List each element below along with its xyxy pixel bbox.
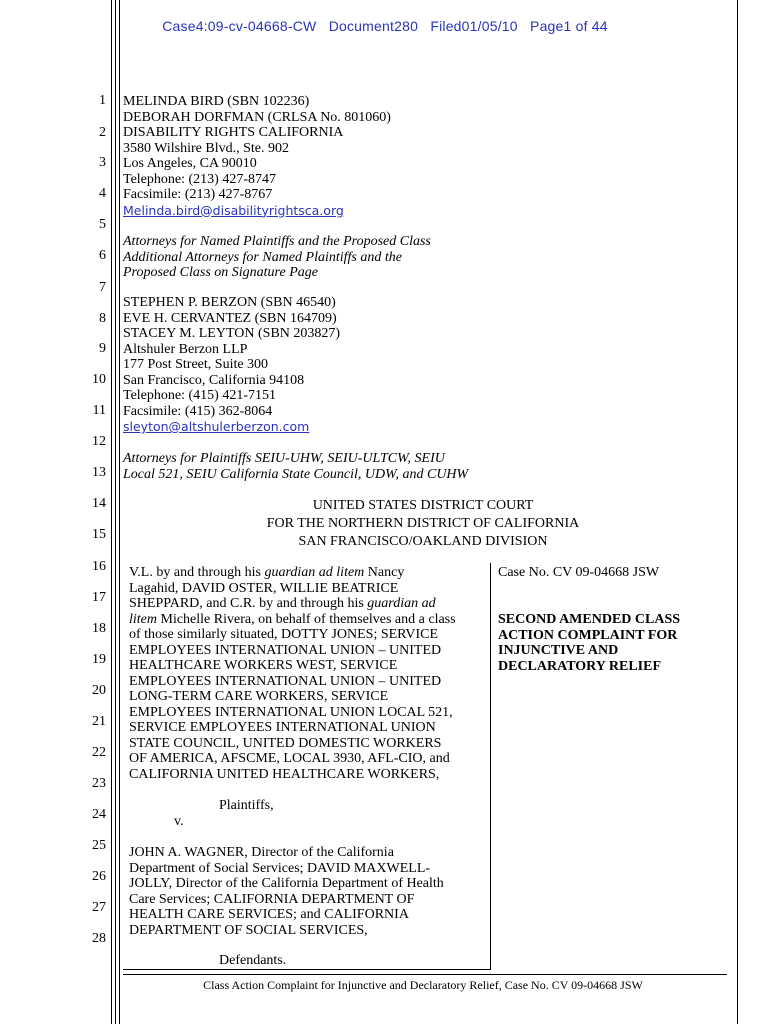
counsel-line: MELINDA BIRD (SBN 102236): [123, 94, 310, 109]
line-number: 5: [99, 217, 106, 232]
line-number: 27: [92, 900, 106, 915]
caption-line: STATE COUNCIL, UNITED DOMESTIC WORKERS: [129, 735, 442, 751]
counsel-line: STEPHEN P. BERZON (SBN 46540): [123, 295, 336, 310]
line-number: 12: [92, 434, 106, 449]
caption-line: JOLLY, Director of the California Department of Health: [129, 876, 444, 891]
counsel-line: Facsimile: (415) 362-8064: [123, 403, 273, 419]
document-title-line: ACTION COMPLAINT FOR: [498, 627, 678, 643]
counsel-line: 3580 Wilshire Blvd., Ste. 902: [123, 140, 290, 156]
caption-line: Department of Social Services; DAVID MAXWELL-: [129, 860, 431, 876]
court-district: FOR THE NORTHERN DISTRICT OF CALIFORNIA: [266, 516, 580, 531]
caption-line: CALIFORNIA UNITED HEALTHCARE WORKERS,: [129, 766, 440, 782]
caption-line: Lagahid, DAVID OSTER, WILLIE BEATRICE: [129, 580, 399, 596]
line-number: 20: [92, 683, 106, 698]
line-number: 6: [99, 248, 106, 263]
ecf-header: Case4:09-cv-04668-CW Document280 Filed01/05/10 Page1 of 44: [162, 18, 608, 34]
versus-label: v.: [174, 814, 184, 829]
line-number: 24: [92, 807, 106, 822]
counsel-line: STACEY M. LEYTON (SBN 203827): [123, 326, 341, 341]
counsel-line: Facsimile: (213) 427-8767: [123, 187, 273, 202]
line-number: 16: [92, 559, 106, 574]
counsel-line: DEBORAH DORFMAN (CRLSA No. 801060): [123, 109, 391, 125]
line-number: 26: [92, 869, 106, 884]
caption-line: V.L. by and through his guardian ad litem Nancy: [129, 565, 405, 580]
caption-line: JOHN A. WAGNER, Director of the California: [129, 845, 394, 860]
counsel-email-line: [123, 203, 344, 220]
caption-line: HEALTH CARE SERVICES; and CALIFORNIA: [129, 907, 409, 922]
document-title-line: DECLARATORY RELIEF: [498, 658, 661, 674]
line-number: 4: [99, 186, 106, 201]
caption-bottom-rule: [123, 969, 491, 970]
line-number: 22: [92, 745, 106, 760]
counsel-role-line: Proposed Class on Signature Page: [123, 265, 318, 280]
plaintiffs-label: Plaintiffs,: [219, 798, 274, 813]
counsel-line: Telephone: (213) 427-8747: [123, 171, 276, 187]
right-margin-rule: [737, 0, 738, 1024]
caption-line: SERVICE EMPLOYEES INTERNATIONAL UNION: [129, 720, 436, 735]
document-title-line: SECOND AMENDED CLASS: [498, 612, 681, 627]
line-number: 14: [92, 496, 106, 511]
footer-rule: [123, 974, 727, 975]
line-number: 11: [92, 403, 106, 418]
caption-line: DEPARTMENT OF SOCIAL SERVICES,: [129, 922, 368, 938]
left-margin-rule: [119, 0, 120, 1024]
counsel-line: Telephone: (415) 421-7151: [123, 388, 276, 403]
caption-line: OF AMERICA, AFSCME, LOCAL 3930, AFL-CIO, and: [129, 751, 450, 766]
caption-line: LONG-TERM CARE WORKERS, SERVICE: [129, 689, 389, 704]
counsel-role-line: Attorneys for Plaintiffs SEIU-UHW, SEIU-ULTCW, SEIU: [123, 451, 445, 466]
line-number: 10: [92, 372, 106, 387]
counsel-email-line: [123, 419, 309, 436]
line-number: 15: [92, 527, 106, 542]
caption-line: HEALTHCARE WORKERS WEST, SERVICE: [129, 658, 398, 673]
left-border-rule: [111, 0, 112, 1024]
counsel-line: San Francisco, California 94108: [123, 372, 305, 388]
line-number: 18: [92, 621, 106, 636]
court-name: UNITED STATES DISTRICT COURT: [312, 498, 534, 513]
defendants-label: Defendants.: [219, 953, 287, 968]
line-number: 9: [99, 341, 106, 356]
counsel-line: EVE H. CERVANTEZ (SBN 164709): [123, 310, 337, 326]
court-division: SAN FRANCISCO/OAKLAND DIVISION: [298, 534, 548, 549]
left-border-rule: [115, 0, 116, 1024]
case-number: Case No. CV 09-04668 JSW: [498, 565, 660, 580]
line-number: 7: [99, 280, 106, 295]
document-title-line: INJUNCTIVE AND: [498, 643, 619, 658]
line-number: 2: [99, 125, 106, 140]
line-number: 17: [92, 590, 106, 605]
line-number: 28: [92, 931, 106, 946]
line-number: 21: [92, 714, 106, 729]
counsel-line: Altshuler Berzon LLP: [123, 341, 248, 357]
line-number: 1: [99, 93, 106, 108]
counsel-line: Los Angeles, CA 90010: [123, 156, 257, 171]
caption-line: EMPLOYEES INTERNATIONAL UNION – UNITED: [129, 642, 442, 658]
caption-line: SHEPPARD, and C.R. by and through his guardian ad: [129, 596, 436, 611]
caption-line: EMPLOYEES INTERNATIONAL UNION LOCAL 521,: [129, 704, 453, 720]
counsel-line: DISABILITY RIGHTS CALIFORNIA: [123, 125, 344, 140]
caption-line: of those similarly situated, DOTTY JONES; SERVICE: [129, 627, 439, 642]
caption-line: litem Michelle Rivera, on behalf of themselves and a class: [129, 611, 456, 627]
counsel-role-line: Attorneys for Named Plaintiffs and the Proposed Class: [123, 234, 431, 249]
counsel-role-line: Local 521, SEIU California State Council, UDW, and CUHW: [123, 466, 469, 482]
caption-line: Care Services; CALIFORNIA DEPARTMENT OF: [129, 891, 415, 907]
line-number: 8: [99, 311, 106, 326]
email-link[interactable]: Melinda.bird@disabilityrightsca.org: [123, 202, 344, 218]
page-footer: Class Action Complaint for Injunctive and Declaratory Relief, Case No. CV 09-04668 JSW: [203, 978, 643, 992]
line-number: 13: [92, 465, 106, 480]
counsel-line: 177 Post Street, Suite 300: [123, 357, 269, 372]
caption-divider: [490, 563, 491, 970]
line-number: 23: [92, 776, 106, 791]
caption-line: EMPLOYEES INTERNATIONAL UNION – UNITED: [129, 673, 442, 689]
email-link[interactable]: sleyton@altshulerberzon.com: [123, 419, 310, 434]
line-number: 3: [99, 155, 106, 170]
line-number: 19: [92, 652, 106, 667]
line-number: 25: [92, 838, 106, 853]
counsel-role-line: Additional Attorneys for Named Plaintiffs and the: [123, 249, 402, 265]
